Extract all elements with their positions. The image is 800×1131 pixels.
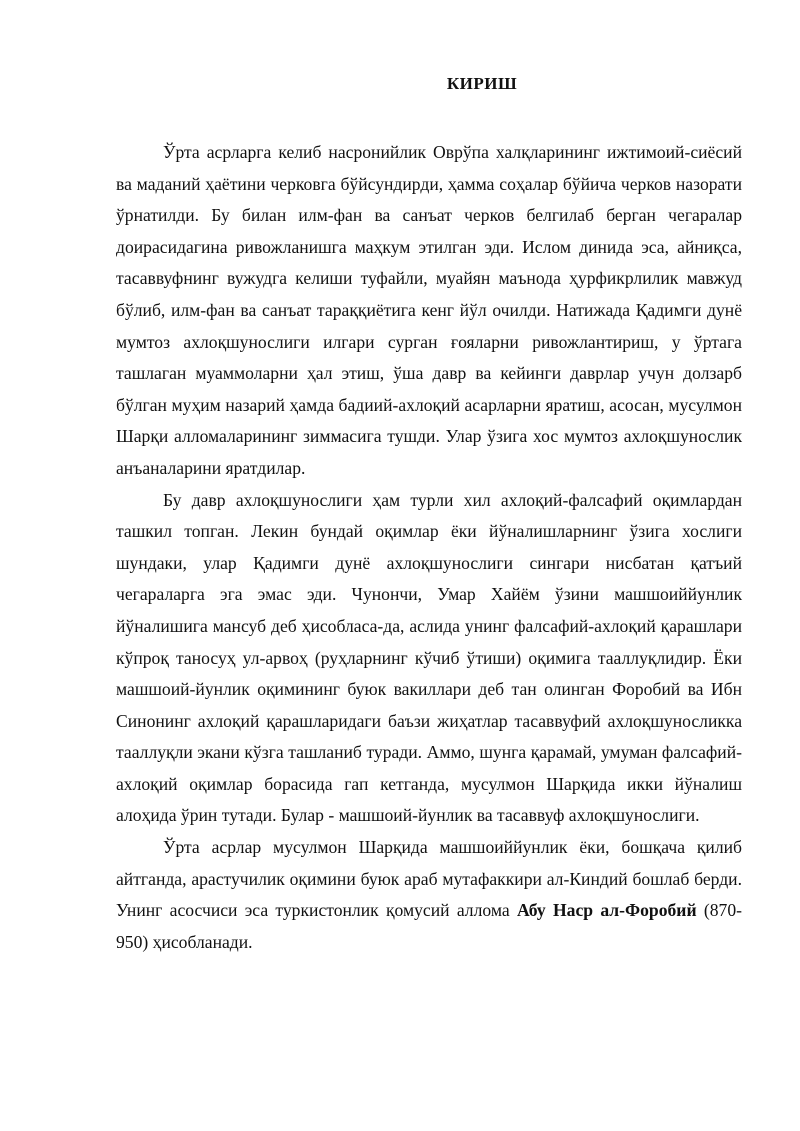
page-title: КИРИШ [446,74,518,93]
paragraph-3-text-after: (870-950) ҳисобланади. [116,900,742,952]
paragraph-3-text-before: Ўрта асрлар мусулмон Шарқида машшоиййунлик ёки, бошқача қилиб айтганда, арастучилик оқимини буюк араб мутафаккири ал-Киндий бошлаб берди. Унинг асосчиси эса туркистонлик қомусий аллома [116,837,742,921]
document-body [116,137,742,958]
paragraph-1: Ўрта асрларга келиб насронийлик Оврўпа халқларининг ижтимоий-сиёсий ва маданий ҳаётини черковга бўйсундирди, ҳамма соҳалар бўйича черков назорати ўрнатилди. Бу билан илм-фан ва санъат черков белгилаб берган чегаралар доирасидагина ривожланишга маҳкум этилган эди. Ислом динида эса, айниқса, тасаввуфнинг вужудга келиши туфайли, муайян маънода ҳурфикрлилик мавжуд бўлиб, илм-фан ва санъат тараққиётига кенг йўл очилди. Натижада Қадимги дунё мумтоз ахлоқшунослиги илгари сурган ғояларни ривожлантириш, у ўртага ташлаган муаммоларни ҳал этиш, ўша давр ва кейинги даврлар учун долзарб бўлган муҳим назарий ҳамда бадиий-ахлоқий асарларни яратиш, асосан, мусулмон Шарқи алломаларининг зиммасига тушди. Улар ўзига хос мумтоз ахлоқшунослик анъаналарини яратдилар. [116,142,742,478]
paragraph-3 [116,832,742,958]
author-name-bold: Абу Наср ал-Форобий [516,900,697,921]
paragraph-2: Бу давр ахлоқшунослиги ҳам турли хил ахлоқий-фалсафий оқимлардан ташкил топган. Лекин бундай оқимлар ёки йўналишларнинг ўзига хослиги шундаки, улар Қадимги дунё ахлоқшунослиги сингари нисбатан қатъий чегараларга эга эмас эди. Чунончи, Умар Хайём ўзини машшоиййунлик йўналишига мансуб деб ҳисобласа-да, аслида унинг фалсафий-ахлоқий қарашлари кўпроқ таносуҳ ул-арвоҳ (руҳларнинг кўчиб ўтиши) оқимига тааллуқлидир. Ёки машшоий-йунлик оқимининг буюк вакиллари деб тан олинган Форобий ва Ибн Синонинг ахлоқий қарашларидаги баъзи жиҳатлар тасаввуфий ахлоқшуносликка тааллуқли экани кўзга ташланиб туради. Аммо, шунга қарамай, умуман фалсафий-ахлоқий оқимлар борасида гап кетганда, мусулмон Шарқида икки йўналиш алоҳида ўрин тутади. Булар - машшоий-йунлик ва тасаввуф ахлоқшунослиги. [116,489,742,826]
